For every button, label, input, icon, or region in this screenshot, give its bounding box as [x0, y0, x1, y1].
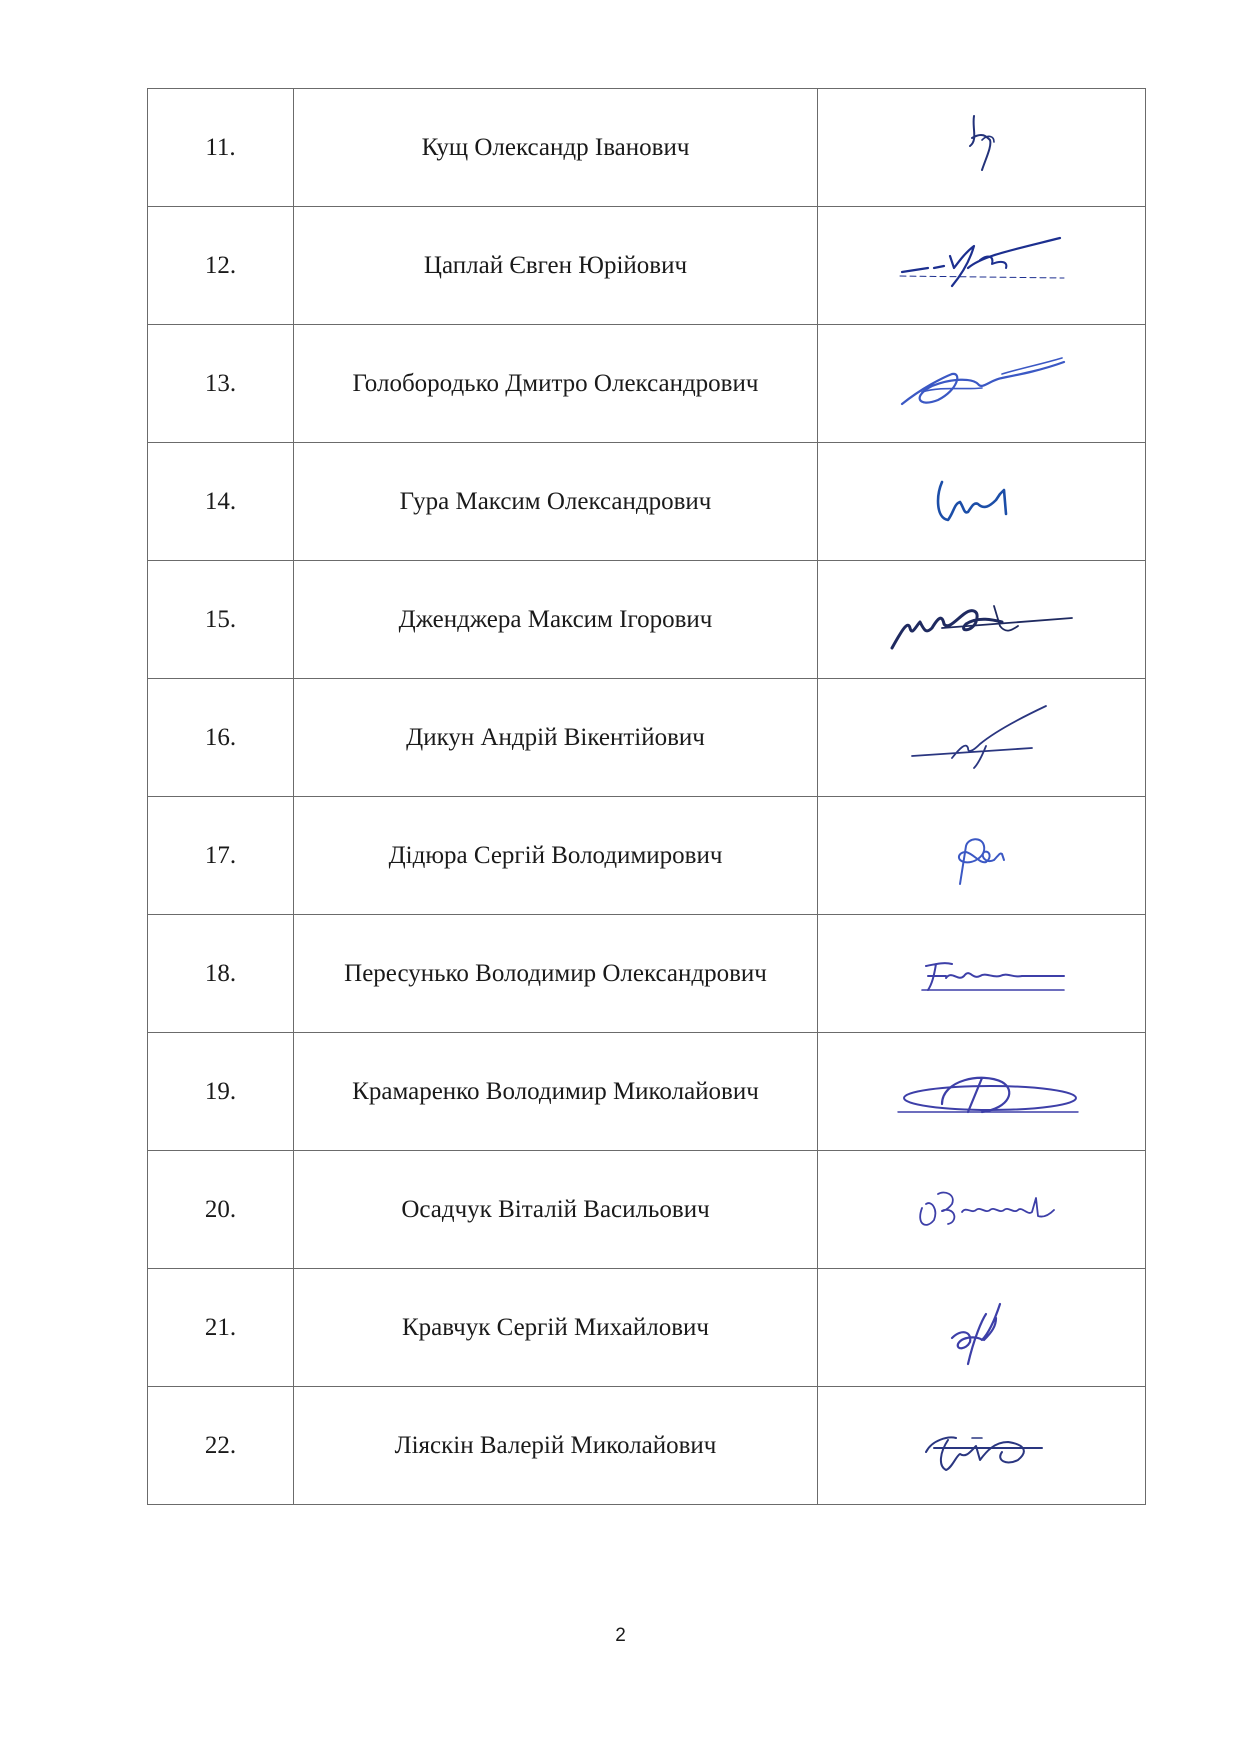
row-number: 11. [148, 89, 294, 207]
signature-cell [818, 325, 1146, 443]
member-name: Кущ Олександр Іванович [294, 89, 818, 207]
signature-cell [818, 1033, 1146, 1151]
signature-cell [818, 1269, 1146, 1387]
handwritten-signature [882, 334, 1082, 434]
table-row [148, 797, 1146, 915]
member-name: Цаплай Євген Юрійович [294, 207, 818, 325]
handwritten-signature [882, 216, 1082, 316]
handwritten-signature [882, 1396, 1082, 1496]
handwritten-signature [882, 1042, 1082, 1142]
row-number: 17. [148, 797, 294, 915]
row-number: 16. [148, 679, 294, 797]
signature-cell [818, 797, 1146, 915]
handwritten-signature [882, 1160, 1082, 1260]
row-number: 15. [148, 561, 294, 679]
member-name: Дідюра Сергій Володимирович [294, 797, 818, 915]
handwritten-signature [882, 452, 1082, 552]
signature-cell [818, 1151, 1146, 1269]
handwritten-signature [882, 924, 1082, 1024]
table-row [148, 1387, 1146, 1505]
table-row [148, 325, 1146, 443]
signature-cell [818, 561, 1146, 679]
table-row [148, 915, 1146, 1033]
table-row [148, 561, 1146, 679]
signature-cell [818, 443, 1146, 561]
signature-cell [818, 679, 1146, 797]
row-number: 19. [148, 1033, 294, 1151]
table-row [148, 443, 1146, 561]
page-number: 2 [615, 1625, 626, 1646]
row-number: 20. [148, 1151, 294, 1269]
member-name: Осадчук Віталій Васильович [294, 1151, 818, 1269]
row-number: 13. [148, 325, 294, 443]
row-number: 18. [148, 915, 294, 1033]
signature-cell [818, 89, 1146, 207]
signature-cell [818, 1387, 1146, 1505]
member-name: Дикун Андрій Вікентійович [294, 679, 818, 797]
table-row [148, 207, 1146, 325]
member-name: Гура Максим Олександрович [294, 443, 818, 561]
row-number: 12. [148, 207, 294, 325]
handwritten-signature [882, 1278, 1082, 1378]
table-row [148, 89, 1146, 207]
table-row [148, 679, 1146, 797]
row-number: 14. [148, 443, 294, 561]
table-row [148, 1033, 1146, 1151]
signature-table [147, 88, 1146, 1505]
member-name: Пересунько Володимир Олександрович [294, 915, 818, 1033]
handwritten-signature [882, 570, 1082, 670]
member-name: Дженджера Максим Ігорович [294, 561, 818, 679]
member-name: Кравчук Сергій Михайлович [294, 1269, 818, 1387]
table-row [148, 1269, 1146, 1387]
member-name: Голобородько Дмитро Олександрович [294, 325, 818, 443]
handwritten-signature [882, 806, 1082, 906]
member-name: Ліяскін Валерій Миколайович [294, 1387, 818, 1505]
signature-cell [818, 915, 1146, 1033]
signature-cell [818, 207, 1146, 325]
handwritten-signature [882, 688, 1082, 788]
table-row [148, 1151, 1146, 1269]
member-name: Крамаренко Володимир Миколайович [294, 1033, 818, 1151]
row-number: 21. [148, 1269, 294, 1387]
row-number: 22. [148, 1387, 294, 1505]
handwritten-signature [882, 98, 1082, 198]
